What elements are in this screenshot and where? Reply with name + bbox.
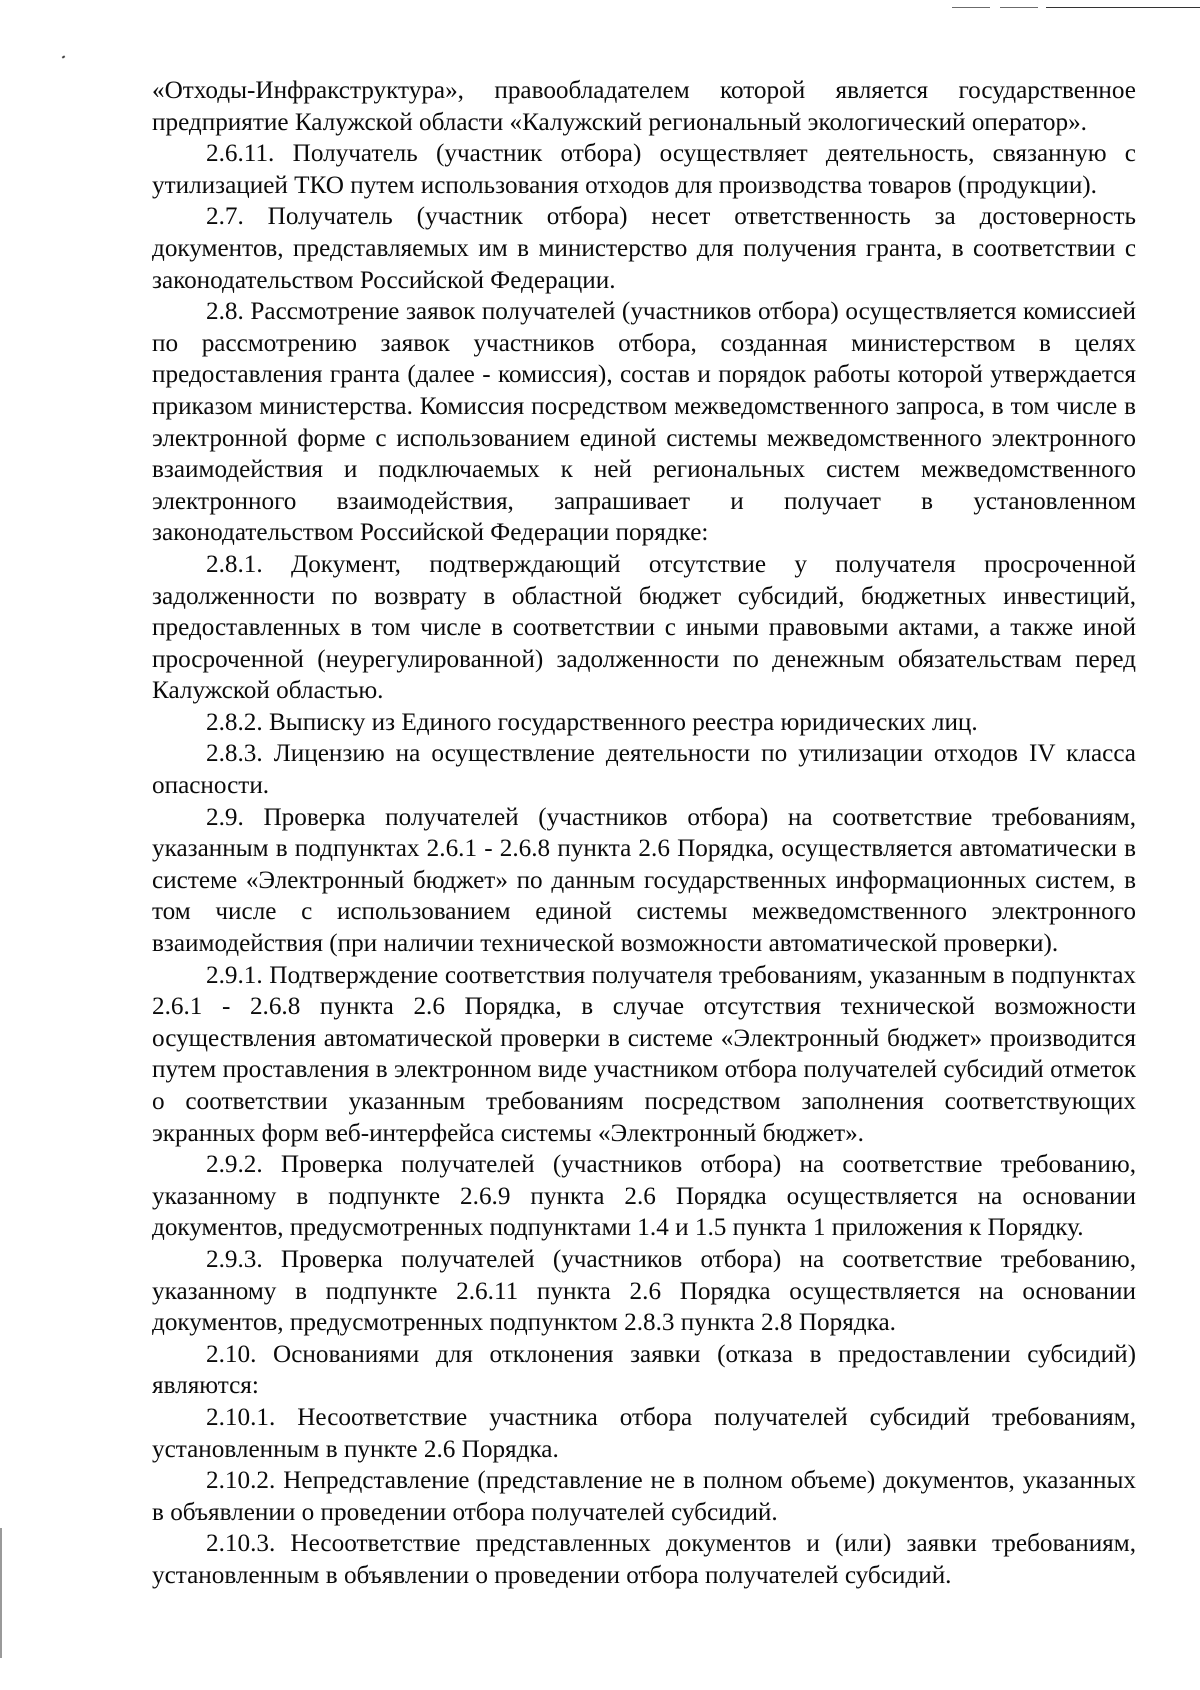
- paragraph-2-9-2: 2.9.2. Проверка получателей (участников отбора) на соответствие требованию, указанному в подпункте 2.6.9 пункта 2.6 Порядка осуществляется на основании документов, предусмотренных подпунктами 1.4 и 1.5 пункта 1 приложения к Порядку.: [152, 1151, 1136, 1242]
- scan-header-rule: [952, 7, 990, 8]
- paragraph-2-8: 2.8. Рассмотрение заявок получателей (участников отбора) осуществляется комиссией по рассмотрению заявок участников отбора, созданная министерством в целях предоставления гранта (далее - комиссия), состав и порядок работы которой утверждается приказом министерства. Комиссия посредством межведомственного запроса, в том числе в электронной форме с использованием единой системы межведомственного электронного взаимодействия и подключаемых к ней региональных систем межведомственного электронного взаимодействия, запрашивает и получает в установленном законодательством Российской Федерации порядке:: [152, 298, 1136, 547]
- paragraph-2-6-11: 2.6.11. Получатель (участник отбора) осуществляет деятельность, связанную с утилизацией ТКО путем использования отходов для производства товаров (продукции).: [152, 140, 1136, 199]
- paragraph-2-8-3: 2.8.3. Лицензию на осуществление деятельности по утилизации отходов IV класса опасности.: [152, 740, 1136, 800]
- paragraph-2-8-2: 2.8.2. Выписку из Единого государственного реестра юридических лиц.: [206, 708, 978, 736]
- paragraph-2-9: 2.9. Проверка получателей (участников отбора) на соответствие требованиям, указанным в подпунктах 2.6.1 - 2.6.8 пункта 2.6 Порядка, осуществляется автоматически в системе «Электронный бюджет» по данным государственных информационных систем, в том числе с использованием единой системы межведомственного электронного взаимодействия (при наличии технической возможности автоматической проверки).: [152, 803, 1136, 958]
- scan-header-rule: [1000, 7, 1038, 8]
- paragraph-2-9-3: 2.9.3. Проверка получателей (участников отбора) на соответствие требованию, указанному в подпункте 2.6.11 пункта 2.6 Порядка осуществляется на основании документов, предусмотренных подпунктом 2.8.3 пункта 2.8 Порядка.: [152, 1245, 1136, 1337]
- paragraph-continuation: «Отходы-Инфракструктура», правообладателем которой является государственное предприятие Калужской области «Калужский региональный экологический оператор».: [152, 77, 1136, 136]
- scan-left-edge-shadow: [0, 1528, 2, 1658]
- paragraph-2-10: 2.10. Основаниями для отклонения заявки (отказа в предоставлении субсидий) являются:: [152, 1340, 1136, 1400]
- paragraph-2-7: 2.7. Получатель (участник отбора) несет ответственность за достоверность документов, представляемых им в министерство для получения гранта, в соответствии с законодательством Российской Федерации.: [152, 203, 1136, 294]
- paragraph-2-9-1: 2.9.1. Подтверждение соответствия получателя требованиям, указанным в подпунктах 2.6.1 - 2.6.8 пункта 2.6 Порядка, в случае отсутствия технической возможности осуществления автоматической проверки в системе «Электронный бюджет» производится путем проставления в электронном виде участником отбора получателей субсидий отметок о соответствии указанным требованиям посредством заполнения соответствующих экранных форм веб-интерфейса системы «Электронный бюджет».: [152, 961, 1136, 1147]
- paragraph-2-8-1: 2.8.1. Документ, подтверждающий отсутствие у получателя просроченной задолженности по возврату в областной бюджет субсидий, бюджетных инвестиций, предоставленных в том числе в соответствии с иными правовыми актами, а также иной просроченной (неурегулированной) задолженности по денежным обязательствам перед Калужской областью.: [152, 550, 1136, 705]
- paragraph-2-10-3: 2.10.3. Несоответствие представленных документов и (или) заявки требованиям, установленным в объявлении о проведении отбора получателей субсидий.: [152, 1530, 1136, 1589]
- document-body: [152, 75, 1136, 1592]
- paragraph-2-10-1: 2.10.1. Несоответствие участника отбора получателей субсидий требованиям, установленным в пункте 2.6 Порядка.: [152, 1403, 1136, 1463]
- scan-header-rule: [1046, 7, 1200, 8]
- paragraph-2-10-2: 2.10.2. Непредставление (представление не в полном объеме) документов, указанных в объявлении о проведении отбора получателей субсидий.: [152, 1467, 1136, 1526]
- scan-speck: [62, 55, 66, 58]
